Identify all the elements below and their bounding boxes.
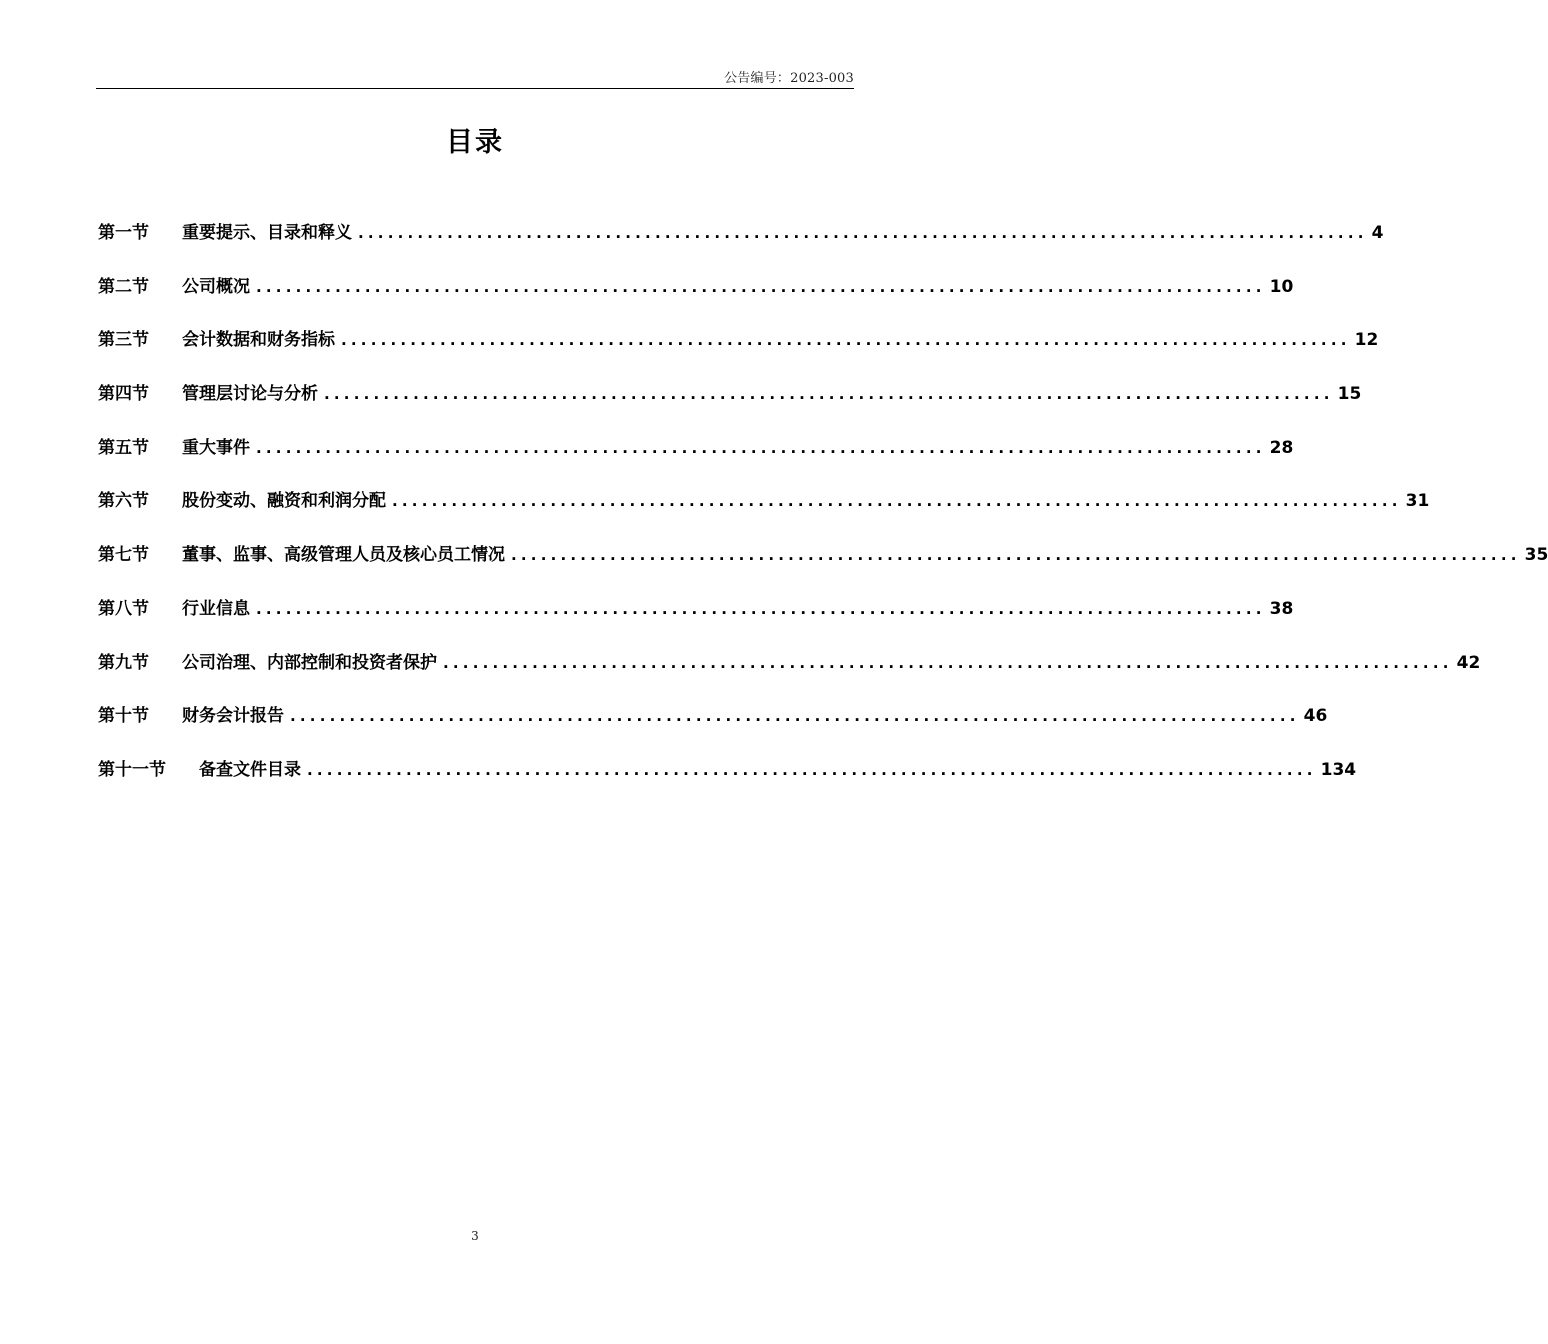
toc-section-number: 第六节 (98, 491, 149, 512)
page-title: 目录 (446, 127, 504, 158)
toc-entry[interactable] (98, 701, 1328, 755)
toc-entry[interactable] (98, 648, 1481, 702)
toc-page-number: 42 (1456, 652, 1481, 673)
toc-section-title: 财务会计报告 (182, 706, 284, 727)
toc-section-number: 第十一节 (98, 759, 166, 780)
toc-leader-dots: ...................................................................................................... (256, 277, 1266, 296)
toc-section-number: 第一节 (98, 223, 149, 243)
page-number: 3 (471, 1229, 479, 1243)
toc-entry[interactable] (98, 594, 1294, 648)
toc-leader-dots: ...................................................................................................... (256, 599, 1266, 618)
toc-entry[interactable] (98, 379, 1362, 433)
toc-leader-dots: ...................................................................................................... (307, 760, 1317, 779)
toc-page-number: 38 (1269, 598, 1294, 619)
toc-section-title: 会计数据和财务指标 (182, 330, 335, 351)
toc-section-title: 管理层讨论与分析 (182, 384, 318, 405)
toc-leader-dots: ...................................................................................................... (511, 546, 1521, 565)
toc-section-number: 第三节 (98, 330, 149, 351)
toc-leader-dots: ...................................................................................................... (290, 707, 1300, 726)
toc-section-number: 第二节 (98, 276, 149, 297)
toc-leader-dots: ...................................................................................................... (324, 385, 1334, 404)
header-divider (96, 88, 854, 89)
toc-entry[interactable] (98, 486, 1430, 540)
toc-section-title: 董事、监事、高级管理人员及核心员工情况 (182, 545, 505, 566)
toc-section-number: 第七节 (98, 545, 149, 566)
toc-entry[interactable] (98, 540, 1548, 594)
toc-section-title: 公司概况 (182, 276, 250, 297)
toc-section-number: 第九节 (98, 652, 149, 673)
toc-page-number: 31 (1405, 491, 1430, 512)
toc-section-title: 备查文件目录 (199, 759, 301, 780)
toc-section-title: 公司治理、内部控制和投资者保护 (182, 652, 437, 673)
toc-entry[interactable] (98, 433, 1294, 487)
toc-leader-dots: ...................................................................................................... (341, 331, 1351, 350)
toc-page-number: 10 (1269, 276, 1294, 297)
toc-leader-dots: ...................................................................................................... (256, 438, 1266, 457)
toc-leader-dots: ...................................................................................................... (392, 492, 1402, 511)
announcement-code: 公告编号：2023-003 (724, 71, 854, 86)
toc-section-title: 行业信息 (182, 598, 250, 619)
toc-page-number: 35 (1524, 545, 1548, 566)
toc-leader-dots: ...................................................................................................... (358, 224, 1368, 242)
toc-entry[interactable] (98, 272, 1294, 326)
toc-entry[interactable] (98, 218, 1384, 272)
toc-page-number: 15 (1337, 384, 1362, 405)
toc-page-number: 28 (1269, 437, 1294, 458)
toc-page-number: 46 (1303, 706, 1328, 727)
toc-section-number: 第四节 (98, 384, 149, 405)
toc-entry[interactable] (98, 325, 1379, 379)
toc-section-title: 股份变动、融资和利润分配 (182, 491, 386, 512)
toc-page-number: 134 (1320, 759, 1357, 780)
toc-section-number: 第五节 (98, 437, 149, 458)
toc-section-title: 重要提示、目录和释义 (182, 223, 352, 243)
toc-entry[interactable] (98, 755, 1357, 809)
toc-section-number: 第八节 (98, 598, 149, 619)
toc-page-number: 4 (1371, 223, 1384, 243)
table-of-contents (98, 218, 1548, 809)
toc-section-number: 第十节 (98, 706, 149, 727)
toc-page-number: 12 (1354, 330, 1379, 351)
toc-leader-dots: ...................................................................................................... (443, 653, 1453, 672)
toc-section-title: 重大事件 (182, 437, 250, 458)
